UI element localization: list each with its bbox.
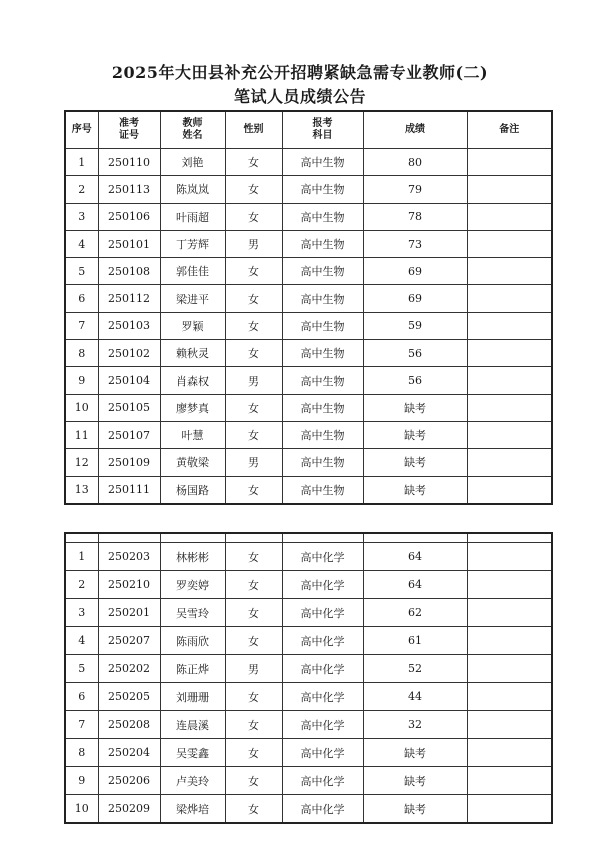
cell-sex: 男 xyxy=(225,367,282,394)
cell-sex: 女 xyxy=(225,683,282,711)
cell-note xyxy=(467,394,552,421)
cell-note xyxy=(467,683,552,711)
cell-score: 56 xyxy=(363,367,467,394)
cell-exam-id: 250103 xyxy=(98,312,160,339)
cell-exam-id: 250202 xyxy=(98,655,160,683)
table-row xyxy=(65,258,552,285)
cell-note xyxy=(467,599,552,627)
cell-subject: 高中生物 xyxy=(282,176,363,203)
cell-exam-id: 250107 xyxy=(98,421,160,448)
cell-note xyxy=(467,176,552,203)
cell-teacher-name: 罗颖 xyxy=(160,312,225,339)
cell-teacher-name: 罗奕婷 xyxy=(160,571,225,599)
cell-teacher-name: 连晨溪 xyxy=(160,711,225,739)
table-row xyxy=(65,571,552,599)
cell-score: 61 xyxy=(363,627,467,655)
cell-score: 32 xyxy=(363,711,467,739)
cell-note xyxy=(467,476,552,504)
cell-score: 缺考 xyxy=(363,394,467,421)
cell-subject: 高中生物 xyxy=(282,203,363,230)
cell-note xyxy=(467,571,552,599)
cell-sex: 女 xyxy=(225,312,282,339)
page-subtitle: 笔试人员成绩公告 xyxy=(233,87,366,106)
cell-exam-id: 250204 xyxy=(98,739,160,767)
cell-score: 缺考 xyxy=(363,449,467,476)
cell-no: 6 xyxy=(65,285,98,312)
cell-no: 5 xyxy=(65,655,98,683)
cell-subject: 高中化学 xyxy=(282,627,363,655)
cell-exam-id: 250105 xyxy=(98,394,160,421)
cell-teacher-name: 陈雨欣 xyxy=(160,627,225,655)
cell-note xyxy=(467,543,552,571)
cell-sex: 男 xyxy=(225,449,282,476)
cell-subject: 高中生物 xyxy=(282,230,363,257)
cell-subject: 高中化学 xyxy=(282,599,363,627)
cell-no: 7 xyxy=(65,711,98,739)
cell-teacher-name: 郭佳佳 xyxy=(160,258,225,285)
cell-teacher-name: 陈正烨 xyxy=(160,655,225,683)
table-row xyxy=(65,421,552,448)
cell-note xyxy=(467,230,552,257)
cell-sex: 女 xyxy=(225,571,282,599)
cell-exam-id: 250101 xyxy=(98,230,160,257)
cell-score: 缺考 xyxy=(363,795,467,824)
cell-sex: 女 xyxy=(225,176,282,203)
table-row xyxy=(65,340,552,367)
cell-note xyxy=(467,655,552,683)
cell-exam-id: 250208 xyxy=(98,711,160,739)
header-subject: 报考 科目 xyxy=(282,111,363,149)
cell-no: 6 xyxy=(65,683,98,711)
table-row xyxy=(65,203,552,230)
cell-subject: 高中化学 xyxy=(282,767,363,795)
cell-exam-id: 250108 xyxy=(98,258,160,285)
cell-note xyxy=(467,367,552,394)
table-row xyxy=(65,655,552,683)
cell-note xyxy=(467,795,552,824)
cell-no: 4 xyxy=(65,627,98,655)
cell-subject: 高中化学 xyxy=(282,571,363,599)
cell-subject: 高中生物 xyxy=(282,312,363,339)
cell-score: 69 xyxy=(363,285,467,312)
cell-exam-id: 250102 xyxy=(98,340,160,367)
biology-scores-table xyxy=(64,110,553,505)
cell-teacher-name: 刘艳 xyxy=(160,149,225,176)
cell-no: 5 xyxy=(65,258,98,285)
cell-teacher-name: 林彬彬 xyxy=(160,543,225,571)
cell-subject: 高中生物 xyxy=(282,394,363,421)
table-row xyxy=(65,176,552,203)
header-sex: 性别 xyxy=(225,111,282,149)
cell-note xyxy=(467,285,552,312)
cell-teacher-name: 梁烨培 xyxy=(160,795,225,824)
cell-teacher-name: 卢美玲 xyxy=(160,767,225,795)
cell-subject: 高中生物 xyxy=(282,149,363,176)
table-row xyxy=(65,394,552,421)
cell-sex: 女 xyxy=(225,599,282,627)
header-note: 备注 xyxy=(467,111,552,149)
cell-exam-id: 250112 xyxy=(98,285,160,312)
cell-sex: 女 xyxy=(225,739,282,767)
chemistry-scores-table xyxy=(64,532,553,824)
cell-score: 73 xyxy=(363,230,467,257)
cell-no: 2 xyxy=(65,176,98,203)
table-row xyxy=(65,543,552,571)
cell-no: 10 xyxy=(65,394,98,421)
cell-teacher-name: 肖森权 xyxy=(160,367,225,394)
cell-teacher-name: 陈岚岚 xyxy=(160,176,225,203)
cell-teacher-name: 叶慧 xyxy=(160,421,225,448)
cell-note xyxy=(467,149,552,176)
cell-sex: 女 xyxy=(225,203,282,230)
cell-exam-id: 250203 xyxy=(98,543,160,571)
cell-score: 62 xyxy=(363,599,467,627)
cell-sex: 女 xyxy=(225,767,282,795)
cell-sex: 女 xyxy=(225,543,282,571)
table-row xyxy=(65,627,552,655)
cell-sex: 女 xyxy=(225,476,282,504)
cell-teacher-name: 丁芳辉 xyxy=(160,230,225,257)
cell-exam-id: 250109 xyxy=(98,449,160,476)
page-title: 2025年大田县补充公开招聘紧缺急需专业教师(二) xyxy=(111,63,489,82)
table-row xyxy=(65,149,552,176)
cell-teacher-name: 刘珊珊 xyxy=(160,683,225,711)
cell-no: 8 xyxy=(65,340,98,367)
cell-no: 3 xyxy=(65,599,98,627)
cell-subject: 高中化学 xyxy=(282,795,363,824)
cell-subject: 高中化学 xyxy=(282,655,363,683)
table-row xyxy=(65,711,552,739)
cell-subject: 高中生物 xyxy=(282,449,363,476)
cell-no: 1 xyxy=(65,543,98,571)
cell-teacher-name: 叶雨超 xyxy=(160,203,225,230)
cell-exam-id: 250205 xyxy=(98,683,160,711)
cell-no: 2 xyxy=(65,571,98,599)
cell-subject: 高中生物 xyxy=(282,258,363,285)
cell-no: 9 xyxy=(65,367,98,394)
cell-note xyxy=(467,627,552,655)
cell-exam-id: 250110 xyxy=(98,149,160,176)
cell-exam-id: 250111 xyxy=(98,476,160,504)
cell-note xyxy=(467,711,552,739)
table-row xyxy=(65,739,552,767)
cell-score: 52 xyxy=(363,655,467,683)
cell-note xyxy=(467,449,552,476)
cell-sex: 女 xyxy=(225,421,282,448)
table-row xyxy=(65,449,552,476)
table-row xyxy=(65,476,552,504)
table-row xyxy=(65,312,552,339)
cell-exam-id: 250201 xyxy=(98,599,160,627)
cell-note xyxy=(467,421,552,448)
cell-sex: 女 xyxy=(225,394,282,421)
table-row xyxy=(65,767,552,795)
cell-no: 3 xyxy=(65,203,98,230)
cell-score: 56 xyxy=(363,340,467,367)
cell-note xyxy=(467,203,552,230)
cell-teacher-name: 梁进平 xyxy=(160,285,225,312)
cell-no: 10 xyxy=(65,795,98,824)
cell-teacher-name: 吴雪玲 xyxy=(160,599,225,627)
table-row xyxy=(65,367,552,394)
cell-no: 13 xyxy=(65,476,98,504)
table-header-row xyxy=(65,111,552,149)
cell-subject: 高中化学 xyxy=(282,543,363,571)
cell-no: 11 xyxy=(65,421,98,448)
cell-teacher-name: 赖秋灵 xyxy=(160,340,225,367)
cell-teacher-name: 黄敬梁 xyxy=(160,449,225,476)
cell-subject: 高中生物 xyxy=(282,476,363,504)
cell-subject: 高中生物 xyxy=(282,340,363,367)
cell-score: 79 xyxy=(363,176,467,203)
cell-score: 64 xyxy=(363,543,467,571)
cell-teacher-name: 吴雯鑫 xyxy=(160,739,225,767)
cell-score: 78 xyxy=(363,203,467,230)
table-row xyxy=(65,683,552,711)
header-exam-id: 准考 证号 xyxy=(98,111,160,149)
cell-exam-id: 250209 xyxy=(98,795,160,824)
table-row xyxy=(65,230,552,257)
cell-no: 4 xyxy=(65,230,98,257)
cell-subject: 高中生物 xyxy=(282,367,363,394)
cell-score: 64 xyxy=(363,571,467,599)
cell-note xyxy=(467,312,552,339)
cell-teacher-name: 杨国路 xyxy=(160,476,225,504)
cell-exam-id: 250207 xyxy=(98,627,160,655)
cell-note xyxy=(467,767,552,795)
cell-score: 69 xyxy=(363,258,467,285)
cell-score: 44 xyxy=(363,683,467,711)
cell-score: 缺考 xyxy=(363,421,467,448)
cell-exam-id: 250113 xyxy=(98,176,160,203)
cell-no: 9 xyxy=(65,767,98,795)
cell-sex: 女 xyxy=(225,285,282,312)
cell-subject: 高中化学 xyxy=(282,711,363,739)
cell-sex: 男 xyxy=(225,230,282,257)
table-spacer-row xyxy=(65,533,552,543)
cell-teacher-name: 廖梦真 xyxy=(160,394,225,421)
cell-exam-id: 250210 xyxy=(98,571,160,599)
header-score: 成绩 xyxy=(363,111,467,149)
cell-note xyxy=(467,739,552,767)
cell-no: 1 xyxy=(65,149,98,176)
header-teacher-name: 教师 姓名 xyxy=(160,111,225,149)
header-no: 序号 xyxy=(65,111,98,149)
table-row xyxy=(65,599,552,627)
table-row xyxy=(65,795,552,824)
cell-no: 8 xyxy=(65,739,98,767)
cell-note xyxy=(467,258,552,285)
cell-sex: 女 xyxy=(225,627,282,655)
cell-no: 7 xyxy=(65,312,98,339)
cell-exam-id: 250104 xyxy=(98,367,160,394)
cell-note xyxy=(467,340,552,367)
cell-sex: 女 xyxy=(225,258,282,285)
cell-subject: 高中化学 xyxy=(282,683,363,711)
cell-score: 80 xyxy=(363,149,467,176)
cell-score: 缺考 xyxy=(363,767,467,795)
cell-score: 缺考 xyxy=(363,739,467,767)
cell-sex: 女 xyxy=(225,149,282,176)
cell-score: 59 xyxy=(363,312,467,339)
table-row xyxy=(65,285,552,312)
cell-sex: 男 xyxy=(225,655,282,683)
cell-exam-id: 250206 xyxy=(98,767,160,795)
cell-subject: 高中生物 xyxy=(282,285,363,312)
cell-sex: 女 xyxy=(225,340,282,367)
cell-sex: 女 xyxy=(225,711,282,739)
cell-score: 缺考 xyxy=(363,476,467,504)
cell-subject: 高中生物 xyxy=(282,421,363,448)
cell-sex: 女 xyxy=(225,795,282,824)
cell-no: 12 xyxy=(65,449,98,476)
cell-subject: 高中化学 xyxy=(282,739,363,767)
cell-exam-id: 250106 xyxy=(98,203,160,230)
